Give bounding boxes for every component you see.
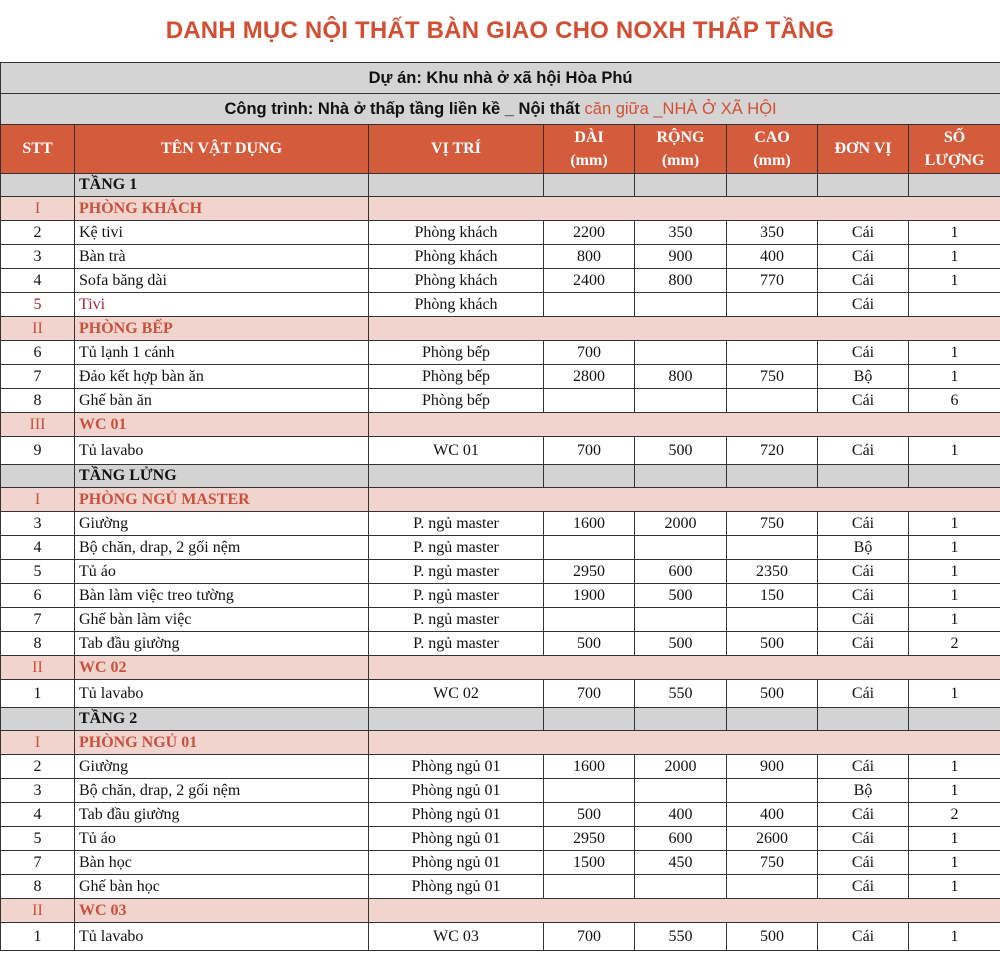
item-stt: 5: [1, 827, 75, 851]
item-unit: Cái: [818, 875, 909, 899]
item-width: 2000: [635, 755, 727, 779]
room-stt: I: [1, 488, 75, 512]
item-row: [1, 512, 1000, 536]
floor-quantity: [909, 708, 1000, 731]
room-row: [1, 413, 1000, 437]
column-header-row: [1, 125, 1000, 174]
item-height: [727, 779, 818, 803]
item-unit: Cái: [818, 923, 909, 951]
item-location: Phòng khách: [369, 269, 544, 293]
item-quantity: 6: [909, 389, 1000, 413]
item-unit: Bộ: [818, 536, 909, 560]
item-quantity: 1: [909, 560, 1000, 584]
item-stt: 7: [1, 608, 75, 632]
item-row: [1, 221, 1000, 245]
item-width: [635, 536, 727, 560]
room-row: [1, 197, 1000, 221]
header-width: [635, 125, 727, 174]
item-unit: Cái: [818, 827, 909, 851]
item-row: [1, 875, 1000, 899]
item-quantity: 1: [909, 536, 1000, 560]
item-name: Bàn học: [75, 851, 369, 875]
item-height: [727, 389, 818, 413]
item-height: 500: [727, 680, 818, 708]
room-stt: II: [1, 899, 75, 923]
floor-name: TẦNG 2: [75, 708, 369, 731]
item-width: [635, 779, 727, 803]
item-row: [1, 608, 1000, 632]
header-length-label: DÀI: [574, 128, 604, 146]
header-location: VỊ TRÍ: [369, 125, 544, 174]
floor-length: [544, 465, 635, 488]
item-name: Tủ lavabo: [75, 923, 369, 951]
header-quantity-line2: LƯỢNG: [924, 152, 985, 169]
page-title: DANH MỤC NỘI THẤT BÀN GIAO CHO NOXH THẤP TẦNG: [165, 17, 835, 44]
floor-stt: [1, 708, 75, 731]
item-location: Phòng ngủ 01: [369, 827, 544, 851]
item-height: 770: [727, 269, 818, 293]
item-height: 720: [727, 437, 818, 465]
item-unit: Cái: [818, 512, 909, 536]
item-width: 800: [635, 365, 727, 389]
item-location: WC 02: [369, 680, 544, 708]
item-row: [1, 755, 1000, 779]
item-quantity: [909, 293, 1000, 317]
item-width: 550: [635, 680, 727, 708]
room-stt: II: [1, 656, 75, 680]
item-length: 1900: [544, 584, 635, 608]
item-width: 550: [635, 923, 727, 951]
item-name: Tủ áo: [75, 827, 369, 851]
item-row: [1, 680, 1000, 708]
item-length: [544, 779, 635, 803]
item-row: [1, 293, 1000, 317]
floor-name: TẦNG 1: [75, 174, 369, 197]
construction-row: [1, 94, 1000, 125]
item-row: [1, 827, 1000, 851]
item-name: Bộ chăn, drap, 2 gối nệm: [75, 779, 369, 803]
item-quantity: 1: [909, 779, 1000, 803]
item-location: P. ngủ master: [369, 536, 544, 560]
item-width: 500: [635, 584, 727, 608]
item-height: 750: [727, 365, 818, 389]
floor-height: [727, 174, 818, 197]
room-name: PHÒNG KHÁCH: [75, 197, 369, 221]
item-location: P. ngủ master: [369, 608, 544, 632]
floor-location: [369, 174, 544, 197]
floor-width: [635, 174, 727, 197]
item-location: Phòng khách: [369, 293, 544, 317]
item-location: Phòng ngủ 01: [369, 875, 544, 899]
room-filler: [369, 899, 1000, 923]
construction-label: Công trình: Nhà ở thấp tầng liền kề _ Nội thất: [224, 99, 585, 118]
header-height-unit: (mm): [753, 152, 791, 169]
item-location: P. ngủ master: [369, 632, 544, 656]
item-length: 500: [544, 803, 635, 827]
item-length: 2800: [544, 365, 635, 389]
item-width: 400: [635, 803, 727, 827]
item-stt: 6: [1, 584, 75, 608]
room-filler: [369, 656, 1000, 680]
item-stt: 4: [1, 803, 75, 827]
item-height: 750: [727, 512, 818, 536]
item-row: [1, 437, 1000, 465]
item-name: Tab đầu giường: [75, 632, 369, 656]
item-location: Phòng ngủ 01: [369, 851, 544, 875]
room-filler: [369, 317, 1000, 341]
item-quantity: 2: [909, 803, 1000, 827]
header-name: TÊN VẬT DỤNG: [75, 125, 369, 174]
item-name: Giường: [75, 755, 369, 779]
item-width: 600: [635, 827, 727, 851]
item-unit: Cái: [818, 221, 909, 245]
item-unit: Cái: [818, 755, 909, 779]
item-name: Ghế bàn làm việc: [75, 608, 369, 632]
item-height: 150: [727, 584, 818, 608]
item-width: [635, 341, 727, 365]
floor-row: [1, 708, 1000, 731]
item-height: 500: [727, 923, 818, 951]
room-filler: [369, 197, 1000, 221]
item-row: [1, 341, 1000, 365]
item-quantity: 1: [909, 365, 1000, 389]
item-length: 1600: [544, 512, 635, 536]
item-height: 350: [727, 221, 818, 245]
item-unit: Cái: [818, 269, 909, 293]
item-unit: Cái: [818, 851, 909, 875]
item-length: 2950: [544, 560, 635, 584]
item-stt: 3: [1, 779, 75, 803]
room-filler: [369, 731, 1000, 755]
floor-unit: [818, 174, 909, 197]
item-location: Phòng ngủ 01: [369, 803, 544, 827]
item-quantity: 1: [909, 851, 1000, 875]
item-unit: Cái: [818, 803, 909, 827]
item-quantity: 1: [909, 923, 1000, 951]
item-stt: 8: [1, 875, 75, 899]
item-unit: Cái: [818, 584, 909, 608]
item-name: Bộ chăn, drap, 2 gối nệm: [75, 536, 369, 560]
floor-unit: [818, 465, 909, 488]
item-width: 350: [635, 221, 727, 245]
room-stt: I: [1, 731, 75, 755]
item-width: [635, 389, 727, 413]
item-width: 450: [635, 851, 727, 875]
floor-stt: [1, 174, 75, 197]
item-width: [635, 608, 727, 632]
item-quantity: 2: [909, 632, 1000, 656]
header-unit: ĐƠN VỊ: [818, 125, 909, 174]
item-height: 500: [727, 632, 818, 656]
item-unit: Bộ: [818, 779, 909, 803]
floor-unit: [818, 708, 909, 731]
item-width: 500: [635, 437, 727, 465]
item-stt: 5: [1, 293, 75, 317]
item-quantity: 1: [909, 245, 1000, 269]
item-name: Tivi: [75, 293, 369, 317]
item-length: 1600: [544, 755, 635, 779]
room-name: PHÒNG NGỦ MASTER: [75, 488, 369, 512]
item-quantity: 1: [909, 755, 1000, 779]
floor-height: [727, 465, 818, 488]
item-stt: 7: [1, 365, 75, 389]
room-name: WC 03: [75, 899, 369, 923]
item-row: [1, 560, 1000, 584]
header-width-label: RỘNG: [656, 128, 705, 146]
item-location: Phòng khách: [369, 245, 544, 269]
item-length: [544, 875, 635, 899]
item-quantity: 1: [909, 875, 1000, 899]
item-name: Sofa băng dài: [75, 269, 369, 293]
room-name: WC 01: [75, 413, 369, 437]
item-height: [727, 608, 818, 632]
item-width: 900: [635, 245, 727, 269]
item-width: [635, 293, 727, 317]
item-quantity: 1: [909, 512, 1000, 536]
item-quantity: 1: [909, 221, 1000, 245]
construction-accent: căn giữa _NHÀ Ở XÃ HỘI: [584, 99, 777, 118]
item-length: 500: [544, 632, 635, 656]
item-location: Phòng bếp: [369, 365, 544, 389]
floor-location: [369, 465, 544, 488]
item-height: 400: [727, 803, 818, 827]
item-height: 2350: [727, 560, 818, 584]
item-row: [1, 269, 1000, 293]
item-name: Đảo kết hợp bàn ăn: [75, 365, 369, 389]
item-name: Tủ lavabo: [75, 680, 369, 708]
item-length: 2950: [544, 827, 635, 851]
item-stt: 2: [1, 221, 75, 245]
item-unit: Cái: [818, 680, 909, 708]
item-stt: 7: [1, 851, 75, 875]
floor-name: TẦNG LỬNG: [75, 465, 369, 488]
item-unit: Cái: [818, 245, 909, 269]
item-unit: Cái: [818, 293, 909, 317]
header-quantity: [909, 125, 1000, 174]
item-stt: 6: [1, 341, 75, 365]
item-unit: Cái: [818, 341, 909, 365]
item-length: 1500: [544, 851, 635, 875]
header-length: [544, 125, 635, 174]
room-stt: I: [1, 197, 75, 221]
item-row: [1, 803, 1000, 827]
item-stt: 4: [1, 269, 75, 293]
header-width-unit: (mm): [661, 152, 700, 169]
item-row: [1, 632, 1000, 656]
item-length: 700: [544, 437, 635, 465]
room-filler: [369, 488, 1000, 512]
item-name: Bàn trà: [75, 245, 369, 269]
item-stt: 4: [1, 536, 75, 560]
floor-location: [369, 708, 544, 731]
item-quantity: 1: [909, 341, 1000, 365]
item-length: 2400: [544, 269, 635, 293]
item-stt: 8: [1, 389, 75, 413]
item-name: Tủ áo: [75, 560, 369, 584]
header-height: [727, 125, 818, 174]
room-stt: III: [1, 413, 75, 437]
item-stt: 3: [1, 245, 75, 269]
item-location: WC 03: [369, 923, 544, 951]
floor-length: [544, 174, 635, 197]
floor-quantity: [909, 174, 1000, 197]
item-length: [544, 536, 635, 560]
item-quantity: 1: [909, 608, 1000, 632]
item-location: Phòng bếp: [369, 341, 544, 365]
item-name: Ghế bàn ăn: [75, 389, 369, 413]
item-name: Tủ lavabo: [75, 437, 369, 465]
floor-length: [544, 708, 635, 731]
item-length: [544, 389, 635, 413]
room-row: [1, 899, 1000, 923]
room-row: [1, 656, 1000, 680]
floor-width: [635, 708, 727, 731]
item-stt: 5: [1, 560, 75, 584]
item-stt: 3: [1, 512, 75, 536]
header-height-label: CAO: [754, 128, 790, 146]
header-stt: STT: [1, 125, 75, 174]
item-length: 800: [544, 245, 635, 269]
project-row: Dự án: Khu nhà ở xã hội Hòa Phú: [1, 63, 1000, 94]
floor-width: [635, 465, 727, 488]
item-length: 700: [544, 923, 635, 951]
item-unit: Bộ: [818, 365, 909, 389]
item-quantity: 1: [909, 827, 1000, 851]
item-quantity: 1: [909, 584, 1000, 608]
item-location: Phòng khách: [369, 221, 544, 245]
item-location: P. ngủ master: [369, 584, 544, 608]
item-location: P. ngủ master: [369, 512, 544, 536]
item-width: [635, 875, 727, 899]
floor-height: [727, 708, 818, 731]
item-height: [727, 293, 818, 317]
item-location: P. ngủ master: [369, 560, 544, 584]
item-unit: Cái: [818, 632, 909, 656]
item-stt: 8: [1, 632, 75, 656]
item-unit: Cái: [818, 437, 909, 465]
item-length: [544, 608, 635, 632]
item-unit: Cái: [818, 389, 909, 413]
header-length-unit: (mm): [570, 152, 608, 169]
header-quantity-line1: SỐ: [943, 128, 966, 146]
item-height: [727, 536, 818, 560]
item-unit: Cái: [818, 560, 909, 584]
room-name: PHÒNG NGỦ 01: [75, 731, 369, 755]
item-stt: 9: [1, 437, 75, 465]
item-location: Phòng ngủ 01: [369, 779, 544, 803]
item-height: 900: [727, 755, 818, 779]
item-width: 500: [635, 632, 727, 656]
item-name: Kệ tivi: [75, 221, 369, 245]
item-length: 700: [544, 680, 635, 708]
item-row: [1, 536, 1000, 560]
item-width: 600: [635, 560, 727, 584]
item-stt: 1: [1, 680, 75, 708]
item-row: [1, 365, 1000, 389]
item-location: WC 01: [369, 437, 544, 465]
item-quantity: 1: [909, 680, 1000, 708]
item-location: Phòng ngủ 01: [369, 755, 544, 779]
floor-row: [1, 465, 1000, 488]
floor-stt: [1, 465, 75, 488]
room-row: [1, 731, 1000, 755]
item-row: [1, 245, 1000, 269]
item-row: [1, 779, 1000, 803]
item-height: 400: [727, 245, 818, 269]
floor-quantity: [909, 465, 1000, 488]
item-length: [544, 293, 635, 317]
room-filler: [369, 413, 1000, 437]
room-row: [1, 317, 1000, 341]
item-name: Giường: [75, 512, 369, 536]
item-location: Phòng bếp: [369, 389, 544, 413]
item-height: 2600: [727, 827, 818, 851]
item-name: Tab đầu giường: [75, 803, 369, 827]
item-quantity: 1: [909, 269, 1000, 293]
item-unit: Cái: [818, 608, 909, 632]
item-stt: 2: [1, 755, 75, 779]
item-name: Bàn làm việc treo tường: [75, 584, 369, 608]
room-stt: II: [1, 317, 75, 341]
item-row: [1, 923, 1000, 951]
item-height: [727, 875, 818, 899]
item-row: [1, 584, 1000, 608]
item-width: 2000: [635, 512, 727, 536]
item-name: Tủ lạnh 1 cánh: [75, 341, 369, 365]
furniture-table: [0, 62, 1000, 951]
item-stt: 1: [1, 923, 75, 951]
room-name: WC 02: [75, 656, 369, 680]
item-width: 800: [635, 269, 727, 293]
floor-row: [1, 174, 1000, 197]
item-row: [1, 389, 1000, 413]
item-height: [727, 341, 818, 365]
item-row: [1, 851, 1000, 875]
item-name: Ghế bàn học: [75, 875, 369, 899]
room-row: [1, 488, 1000, 512]
item-length: 700: [544, 341, 635, 365]
item-quantity: 1: [909, 437, 1000, 465]
item-height: 750: [727, 851, 818, 875]
room-name: PHÒNG BẾP: [75, 317, 369, 341]
item-length: 2200: [544, 221, 635, 245]
